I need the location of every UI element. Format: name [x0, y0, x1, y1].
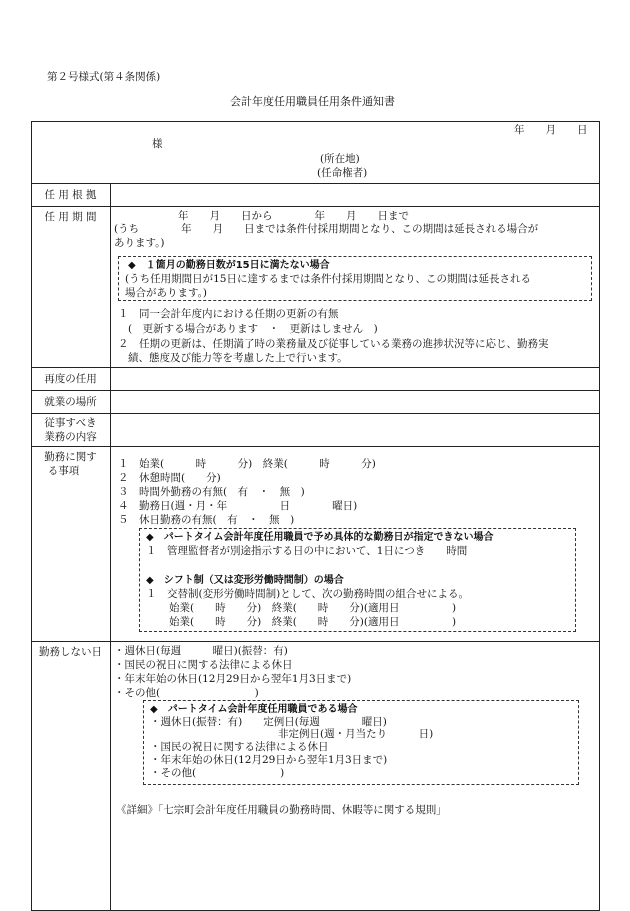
label-work-2: る事項	[47, 465, 80, 477]
column-divider	[110, 183, 111, 910]
pt-holiday-national: ・国民の祝日に関する法律による休日	[150, 741, 329, 753]
period-dates: 年 月 日から 年 月 日まで	[157, 210, 409, 222]
row-divider	[31, 367, 600, 368]
work-item-workdays: ４ 勤務日(週・月・年 日 曜日)	[118, 500, 358, 512]
label-work-1: 勤務に関す	[44, 451, 97, 463]
shift-line-3: 始業( 時 分) 終業( 時 分)(適用日 )	[169, 616, 457, 628]
probation-line-2: あります。)	[114, 237, 165, 249]
shift-title: ◆ シフト制（又は変形労働時間制）の場合	[146, 575, 344, 586]
row-divider	[31, 183, 600, 184]
appointer-location: (所在地)	[320, 153, 360, 165]
addressee: 様	[152, 138, 163, 150]
holiday-national: ・国民の祝日に関する法律による休日	[114, 659, 293, 671]
pt-holiday-irregular: 非定例日(週・月当たり 日)	[278, 728, 434, 740]
work-item-hours: １ 始業( 時 分) 終業( 時 分)	[118, 458, 376, 470]
work-item-overtime: ３ 時間外勤務の有無( 有 ・ 無 )	[118, 486, 305, 498]
short-month-line-1: (うち任用期間日が15日に達するまでは条件付採用期間となり、この期間は延長される	[125, 273, 531, 285]
renewal-line-2: ( 更新する場合があります ・ 更新はしません )	[128, 323, 378, 335]
row-divider	[31, 206, 600, 207]
page-title: 会計年度任用職員任用条件通知書	[230, 95, 395, 108]
shift-line-2: 始業( 時 分) 終業( 時 分)(適用日 )	[169, 602, 457, 614]
label-workplace: 就業の場所	[44, 396, 97, 408]
pt-holiday-weekly: ・週休日(振替：有) 定例日(毎週 曜日)	[150, 716, 387, 728]
pt-holiday-other: ・その他( )	[150, 767, 285, 779]
part-time-title: ◆ パートタイム会計年度任用職員で予め具体的な勤務日が指定できない場合	[146, 532, 494, 543]
pt-holiday-new-year: ・年末年始の休日(12月29日から翌年1月3日まで)	[150, 754, 388, 766]
row-divider	[31, 390, 600, 391]
renewal-line-1: １ 同一会計年度内における任期の更新の有無	[118, 308, 339, 320]
label-duties-1: 従事すべき	[44, 417, 97, 429]
work-item-break: ２ 休憩時間( 分)	[118, 472, 221, 484]
short-month-line-2: 場合があります。)	[125, 287, 208, 299]
label-holidays: 勤務しない日	[39, 646, 102, 658]
label-basis: 任 用 根 拠	[44, 189, 97, 201]
work-item-holiday-work: ５ 休日勤務の有無( 有 ・ 無 )	[118, 514, 295, 526]
label-duties-2: 業務の内容	[44, 431, 97, 443]
label-reappointment: 再度の任用	[44, 373, 97, 385]
short-month-title: ◆ １箇月の勤務日数が15日に満たない場合	[128, 260, 330, 271]
holiday-new-year: ・年末年始の休日(12月29日から翌年1月3日まで)	[114, 673, 352, 685]
part-time-holiday-title: ◆ パートタイム会計年度任用職員である場合	[150, 704, 358, 715]
appointer-name: (任命権者)	[317, 167, 368, 179]
renewal-line-4: 績、態度及び能力等を考慮した上で行います。	[128, 352, 348, 364]
renewal-line-3: ２ 任期の更新は、任期満了時の業務量及び従事している業務の進捗状況等に応じ、勤務実	[118, 338, 549, 350]
part-time-line: １ 管理監督者が別途指示する日の中において、1日につき 時間	[146, 545, 468, 557]
detail-reference: 《詳細》「七宗町会計年度任用職員の勤務時間、休暇等に関する規則」	[116, 804, 447, 816]
label-period: 任 用 期 間	[44, 211, 97, 223]
holiday-weekly: ・週休日(毎週 曜日)(振替：有)	[114, 645, 288, 657]
row-divider	[31, 446, 600, 447]
form-number: 第２号様式(第４条関係)	[47, 71, 161, 83]
shift-line-1: １ 交替制(変形労働時間制)として、次の勤務時間の組合せによる。	[146, 588, 469, 600]
probation-line-1: (うち 年 月 日までは条件付採用期間となり、この期間は延長される場合が	[114, 223, 539, 235]
notice-date: 年 月 日	[514, 124, 588, 136]
holiday-other: ・その他( )	[114, 687, 259, 699]
row-divider	[31, 413, 600, 414]
row-divider	[31, 641, 600, 642]
